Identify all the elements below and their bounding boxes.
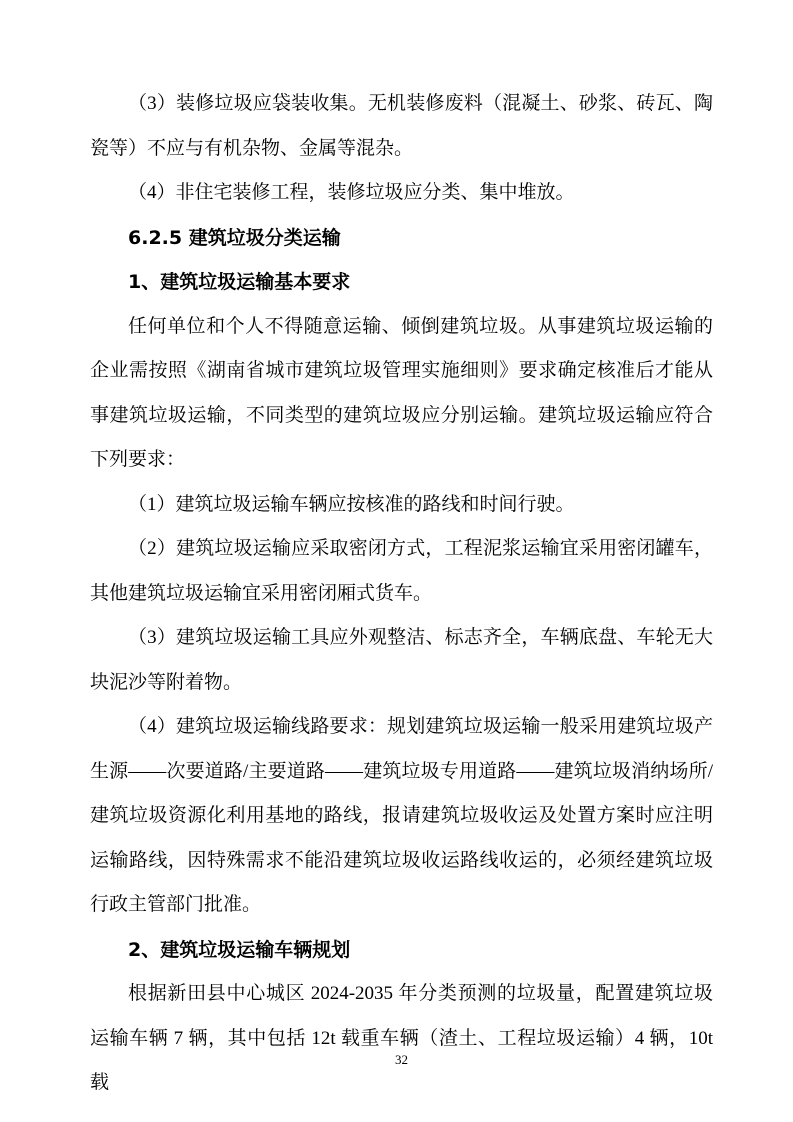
heading-2-transport-vehicle-planning: 2、建筑垃圾运输车辆规划 bbox=[128, 938, 351, 961]
paragraph-transport-intro: 任何单位和个人不得随意运输、倾倒建筑垃圾。从事建筑垃圾运输的企业需按照《湖南省城市建筑垃圾管理实施细则》要求确定核准后才能从事建筑垃圾运输，不同类型的建筑垃圾应分别运输。建筑垃圾运输应符合下列要求： bbox=[90, 315, 713, 470]
paragraph-decoration-waste-bagged-collection: （3）装修垃圾应袋装收集。无机装修废料（混凝土、砂浆、砖瓦、陶瓷等）不应与有机杂物、金属等混杂。 bbox=[90, 93, 713, 159]
paragraph-vehicle-configuration: 根据新田县中心城区 2024-2035 年分类预测的垃圾量，配置建筑垃圾运输车辆 7 辆，其中包括 12t 载重车辆（渣土、工程垃圾运输）4 辆，10t 载 bbox=[90, 983, 713, 1093]
page-content bbox=[90, 82, 713, 1106]
heading-1-transport-basic-requirements: 1、建筑垃圾运输基本要求 bbox=[128, 271, 351, 293]
page-number: 32 bbox=[395, 1052, 408, 1067]
paragraph-requirement-1-approved-routes: （1）建筑垃圾运输车辆应按核准的路线和时间行驶。 bbox=[128, 493, 575, 515]
paragraph-nonresidential-decoration-waste: （4）非住宅装修工程，装修垃圾应分类、集中堆放。 bbox=[128, 182, 575, 203]
heading-section-6-2-5-classified-transport: 6.2.5 建筑垃圾分类运输 bbox=[128, 226, 341, 249]
paragraph-requirement-3-vehicle-cleanliness: （3）建筑垃圾运输工具应外观整洁、标志齐全，车辆底盘、车轮无大块泥沙等附着物。 bbox=[90, 627, 713, 693]
paragraph-requirement-2-sealed-transport: （2）建筑垃圾运输应采取密闭方式，工程泥浆运输宜采用密闭罐车，其他建筑垃圾运输宜采用密闭厢式货车。 bbox=[90, 538, 713, 604]
paragraph-requirement-4-route-planning: （4）建筑垃圾运输线路要求：规划建筑垃圾运输一般采用建筑垃圾产生源——次要道路/主要道路——建筑垃圾专用道路——建筑垃圾消纳场所/建筑垃圾资源化利用基地的路线，报请建筑垃圾收运及处置方案时应注明运输路线，因特殊需求不能沿建筑垃圾收运路线收运的，必须经建筑垃圾行政主管部门批准。 bbox=[90, 716, 713, 915]
